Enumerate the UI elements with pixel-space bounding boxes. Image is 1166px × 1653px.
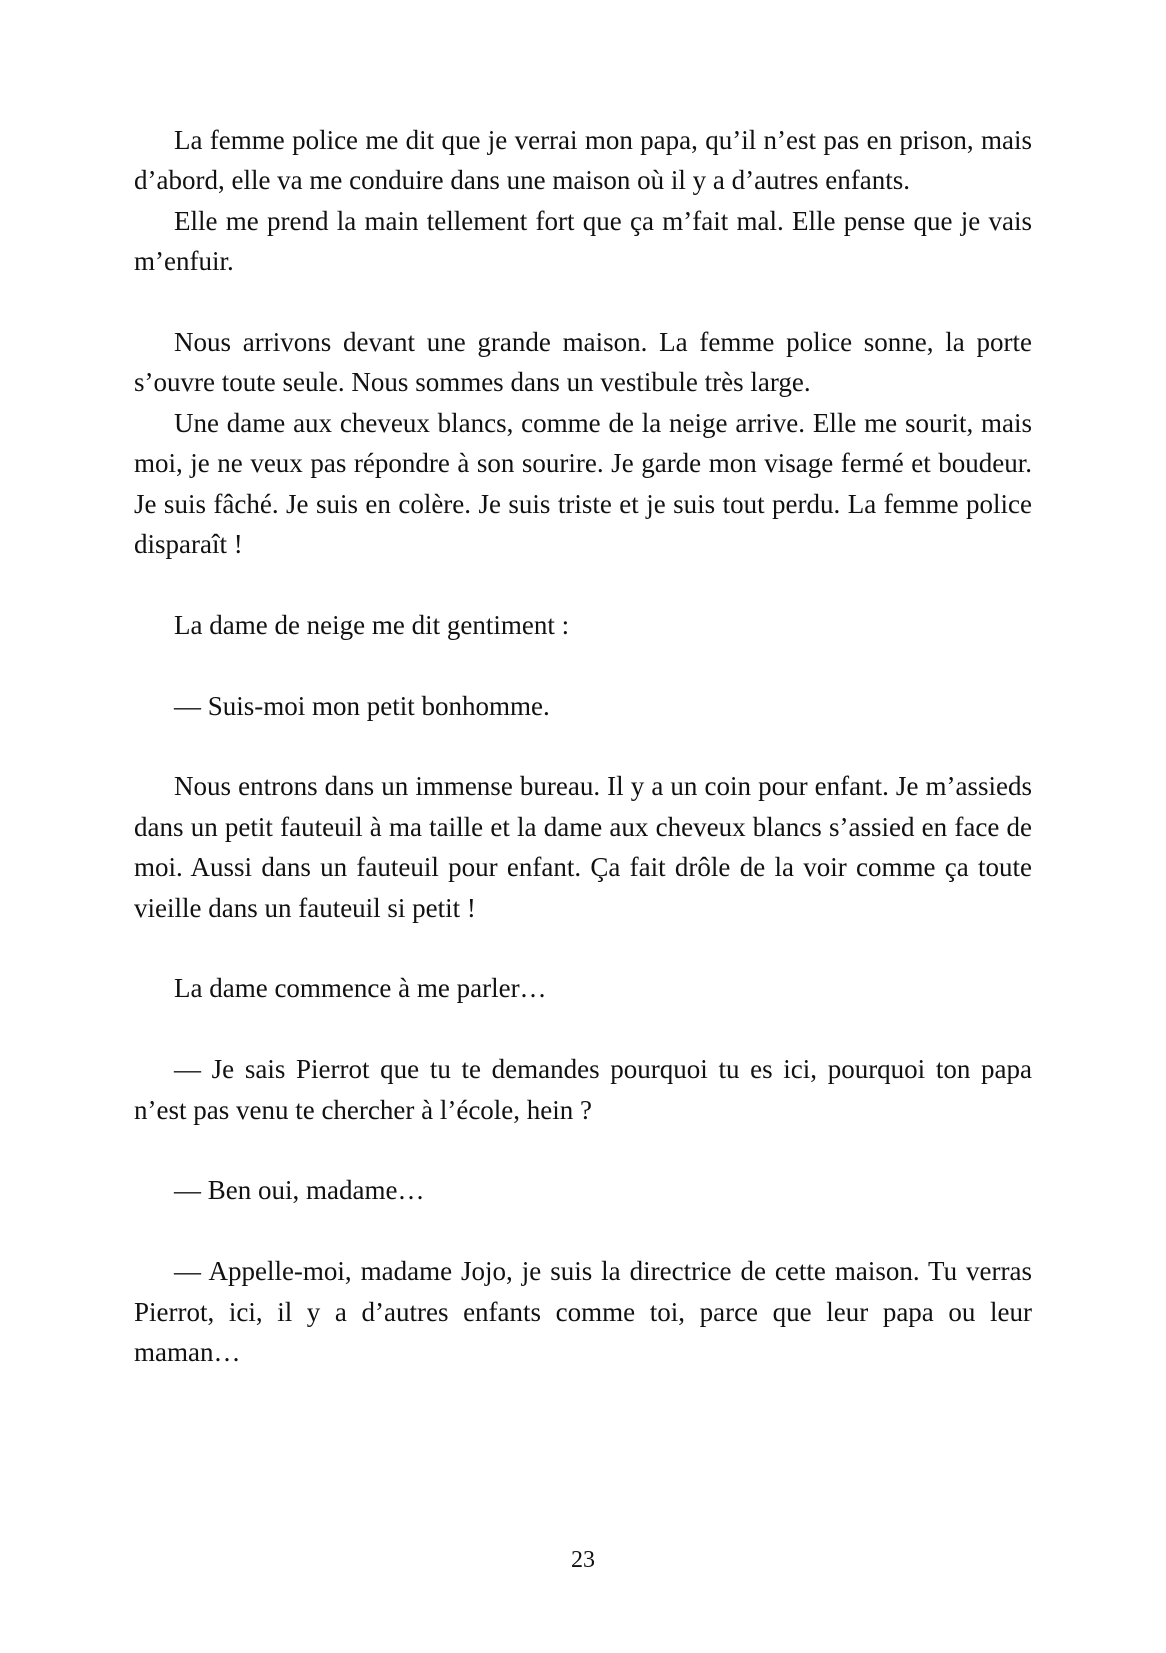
page-number: 23: [571, 1547, 595, 1573]
dialogue-1: — Suis-moi mon petit bonhomme.: [174, 690, 550, 721]
dialogue-2: — Je sais Pierrot que tu te demandes pourquoi tu es ici, pourquoi ton papa n’est pas venu te chercher à l’école, hein ?: [134, 1054, 1032, 1125]
dialogue-3: — Ben oui, madame…: [174, 1175, 425, 1206]
paragraph-6: Nous entrons dans un immense bureau. Il y a un coin pour enfant. Je m’assieds dans un petit fauteuil à ma taille et la dame aux cheveux blancs s’assied en face de moi. Aussi dans un fauteuil pour enfant. Ça fait drôle de la voir comme ça toute vieille dans un fauteuil si petit !: [134, 771, 1032, 923]
paragraph-1: La femme police me dit que je verrai mon papa, qu’il n’est pas en prison, mais d’abord, elle va me conduire dans une maison où il y a d’autres enfants.: [134, 125, 1032, 196]
paragraph-2: Elle me prend la main tellement fort que ça m’fait mal. Elle pense que je vais m’enfuir.: [134, 205, 1032, 277]
paragraph-4: Une dame aux cheveux blancs, comme de la neige arrive. Elle me sourit, mais moi, je ne veux pas répondre à son sourire. Je garde mon visage fermé et boudeur. Je suis fâché. Je suis en colère. Je suis triste et je suis tout perdu. La femme police disparaît !: [134, 407, 1032, 560]
dialogue-4: — Appelle-moi, madame Jojo, je suis la directrice de cette maison. Tu verras Pierrot, ici, il y a d’autres enfants comme toi, parce que leur papa ou leur maman…: [134, 1256, 1032, 1368]
body-text: [134, 120, 1032, 1372]
paragraph-5: La dame de neige me dit gentiment :: [174, 609, 570, 640]
paragraph-3: Nous arrivons devant une grande maison. La femme police sonne, la porte s’ouvre toute seule. Nous sommes dans un vestibule très large.: [134, 327, 1032, 398]
paragraph-7: La dame commence à me parler…: [174, 973, 547, 1004]
